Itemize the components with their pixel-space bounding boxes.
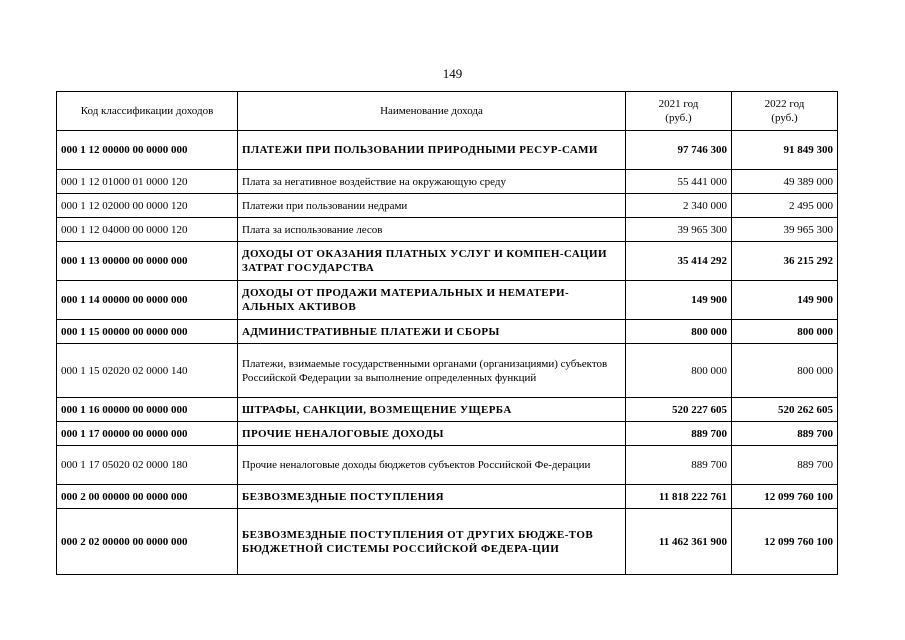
row-2021-value: 11 462 361 900 [626, 509, 732, 575]
row-2022-value: 800 000 [732, 344, 838, 398]
row-2021-value: 35 414 292 [626, 242, 732, 281]
table-row [57, 344, 838, 398]
row-2021-value: 2 340 000 [626, 194, 732, 218]
row-code: 000 1 15 00000 00 0000 000 [57, 320, 238, 344]
row-name: Прочие неналоговые доходы бюджетов субъектов Российской Фе-дерации [238, 446, 626, 485]
row-code: 000 1 17 05020 02 0000 180 [57, 446, 238, 485]
table-row [57, 131, 838, 170]
row-2022-value: 800 000 [732, 320, 838, 344]
header-2022-unit: (руб.) [771, 112, 798, 124]
row-code: 000 1 15 02020 02 0000 140 [57, 344, 238, 398]
row-2021-value: 520 227 605 [626, 398, 732, 422]
header-2022 [732, 92, 838, 131]
row-name: Плата за негативное воздействие на окружающую среду [238, 170, 626, 194]
row-2022-value: 520 262 605 [732, 398, 838, 422]
row-2022-value: 889 700 [732, 446, 838, 485]
row-2021-value: 55 441 000 [626, 170, 732, 194]
row-name: ПЛАТЕЖИ ПРИ ПОЛЬЗОВАНИИ ПРИРОДНЫМИ РЕСУР-САМИ [238, 131, 626, 170]
row-2021-value: 889 700 [626, 422, 732, 446]
row-code: 000 2 02 00000 00 0000 000 [57, 509, 238, 575]
row-name: ПРОЧИЕ НЕНАЛОГОВЫЕ ДОХОДЫ [238, 422, 626, 446]
row-code: 000 1 12 04000 00 0000 120 [57, 218, 238, 242]
page-number: 149 [442, 66, 463, 81]
table-row [57, 170, 838, 194]
row-name: ДОХОДЫ ОТ ПРОДАЖИ МАТЕРИАЛЬНЫХ И НЕМАТЕРИ-АЛЬНЫХ АКТИВОВ [238, 281, 626, 320]
row-name: Платежи при пользовании недрами [238, 194, 626, 218]
row-code: 000 1 12 00000 00 0000 000 [57, 131, 238, 170]
header-2021 [626, 92, 732, 131]
row-2021-value: 800 000 [626, 320, 732, 344]
revenue-table [56, 91, 838, 575]
table-row [57, 281, 838, 320]
table-header-row [57, 92, 838, 131]
row-2022-value: 91 849 300 [732, 131, 838, 170]
header-name: Наименование дохода [238, 92, 626, 131]
row-code: 000 1 14 00000 00 0000 000 [57, 281, 238, 320]
row-2022-value: 12 099 760 100 [732, 485, 838, 509]
row-name: БЕЗВОЗМЕЗДНЫЕ ПОСТУПЛЕНИЯ ОТ ДРУГИХ БЮДЖЕ-ТОВ БЮДЖЕТНОЙ СИСТЕМЫ РОССИЙСКОЙ ФЕДЕРА-ЦИИ [238, 509, 626, 575]
row-code: 000 2 00 00000 00 0000 000 [57, 485, 238, 509]
row-2021-value: 889 700 [626, 446, 732, 485]
row-2022-value: 39 965 300 [732, 218, 838, 242]
row-2022-value: 2 495 000 [732, 194, 838, 218]
row-2022-value: 149 900 [732, 281, 838, 320]
row-name: Платежи, взимаемые государственными органами (организациями) субъектов Российской Федерации за выполнение определенных функций [238, 344, 626, 398]
table-row [57, 242, 838, 281]
table-row [57, 485, 838, 509]
row-name: АДМИНИСТРАТИВНЫЕ ПЛАТЕЖИ И СБОРЫ [238, 320, 626, 344]
row-2021-value: 11 818 222 761 [626, 485, 732, 509]
row-2021-value: 39 965 300 [626, 218, 732, 242]
header-2021-unit: (руб.) [665, 112, 692, 124]
table-row [57, 194, 838, 218]
row-2022-value: 36 215 292 [732, 242, 838, 281]
header-code: Код классификации доходов [57, 92, 238, 131]
row-2022-value: 889 700 [732, 422, 838, 446]
table-row [57, 422, 838, 446]
row-code: 000 1 16 00000 00 0000 000 [57, 398, 238, 422]
row-name: ДОХОДЫ ОТ ОКАЗАНИЯ ПЛАТНЫХ УСЛУГ И КОМПЕН-САЦИИ ЗАТРАТ ГОСУДАРСТВА [238, 242, 626, 281]
row-name: БЕЗВОЗМЕЗДНЫЕ ПОСТУПЛЕНИЯ [238, 485, 626, 509]
row-2022-value: 49 389 000 [732, 170, 838, 194]
row-2022-value: 12 099 760 100 [732, 509, 838, 575]
row-code: 000 1 13 00000 00 0000 000 [57, 242, 238, 281]
row-code: 000 1 12 01000 01 0000 120 [57, 170, 238, 194]
row-code: 000 1 12 02000 00 0000 120 [57, 194, 238, 218]
table-row [57, 320, 838, 344]
row-2021-value: 149 900 [626, 281, 732, 320]
table-row [57, 398, 838, 422]
header-2021-year: 2021 год [658, 98, 699, 110]
table-row [57, 218, 838, 242]
row-name: ШТРАФЫ, САНКЦИИ, ВОЗМЕЩЕНИЕ УЩЕРБА [238, 398, 626, 422]
row-code: 000 1 17 00000 00 0000 000 [57, 422, 238, 446]
row-2021-value: 800 000 [626, 344, 732, 398]
table-row [57, 509, 838, 575]
row-name: Плата за использование лесов [238, 218, 626, 242]
table-row [57, 446, 838, 485]
header-2022-year: 2022 год [764, 98, 805, 110]
row-2021-value: 97 746 300 [626, 131, 732, 170]
